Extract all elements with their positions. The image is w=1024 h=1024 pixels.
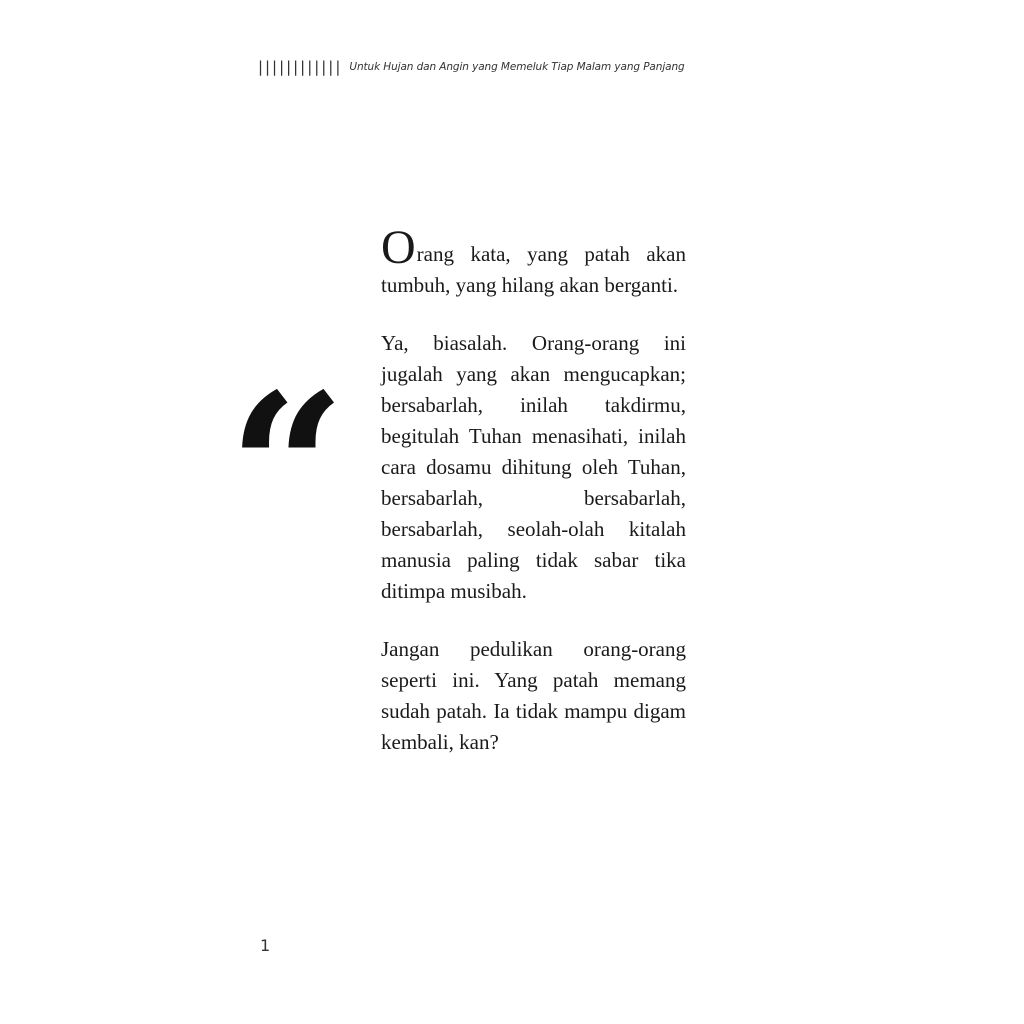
drop-cap: O	[381, 221, 416, 274]
body-text	[381, 221, 686, 785]
paragraph-1-text: rang kata, yang patah akan tumbuh, yang hilang akan berganti.	[381, 242, 686, 297]
page-number: 1	[260, 936, 271, 955]
paragraph-2: Ya, biasalah. Orang-orang ini jugalah yang akan mengucapkan; bersabarlah, inilah takdirmu, begitulah Tuhan menasihati, inilah cara dosamu dihitung oleh Tuhan, bersabarlah, bersabarlah, bersabarlah, seolah-olah kitalah manusia paling tidak sabar tika ditimpa musibah.	[381, 331, 686, 603]
header-bar-ornament: ||||||||||||	[256, 58, 341, 76]
opening-quote-mark: “	[228, 350, 340, 590]
header-book-title: Untuk Hujan dan Angin yang Memeluk Tiap Malam yang Panjang	[349, 61, 685, 73]
running-header	[256, 58, 685, 76]
paragraph-1	[381, 221, 686, 301]
paragraph-3: Jangan pedulikan orang-orang seperti ini. Yang patah memang sudah patah. Ia tidak mampu digam kembali, kan?	[381, 637, 686, 754]
